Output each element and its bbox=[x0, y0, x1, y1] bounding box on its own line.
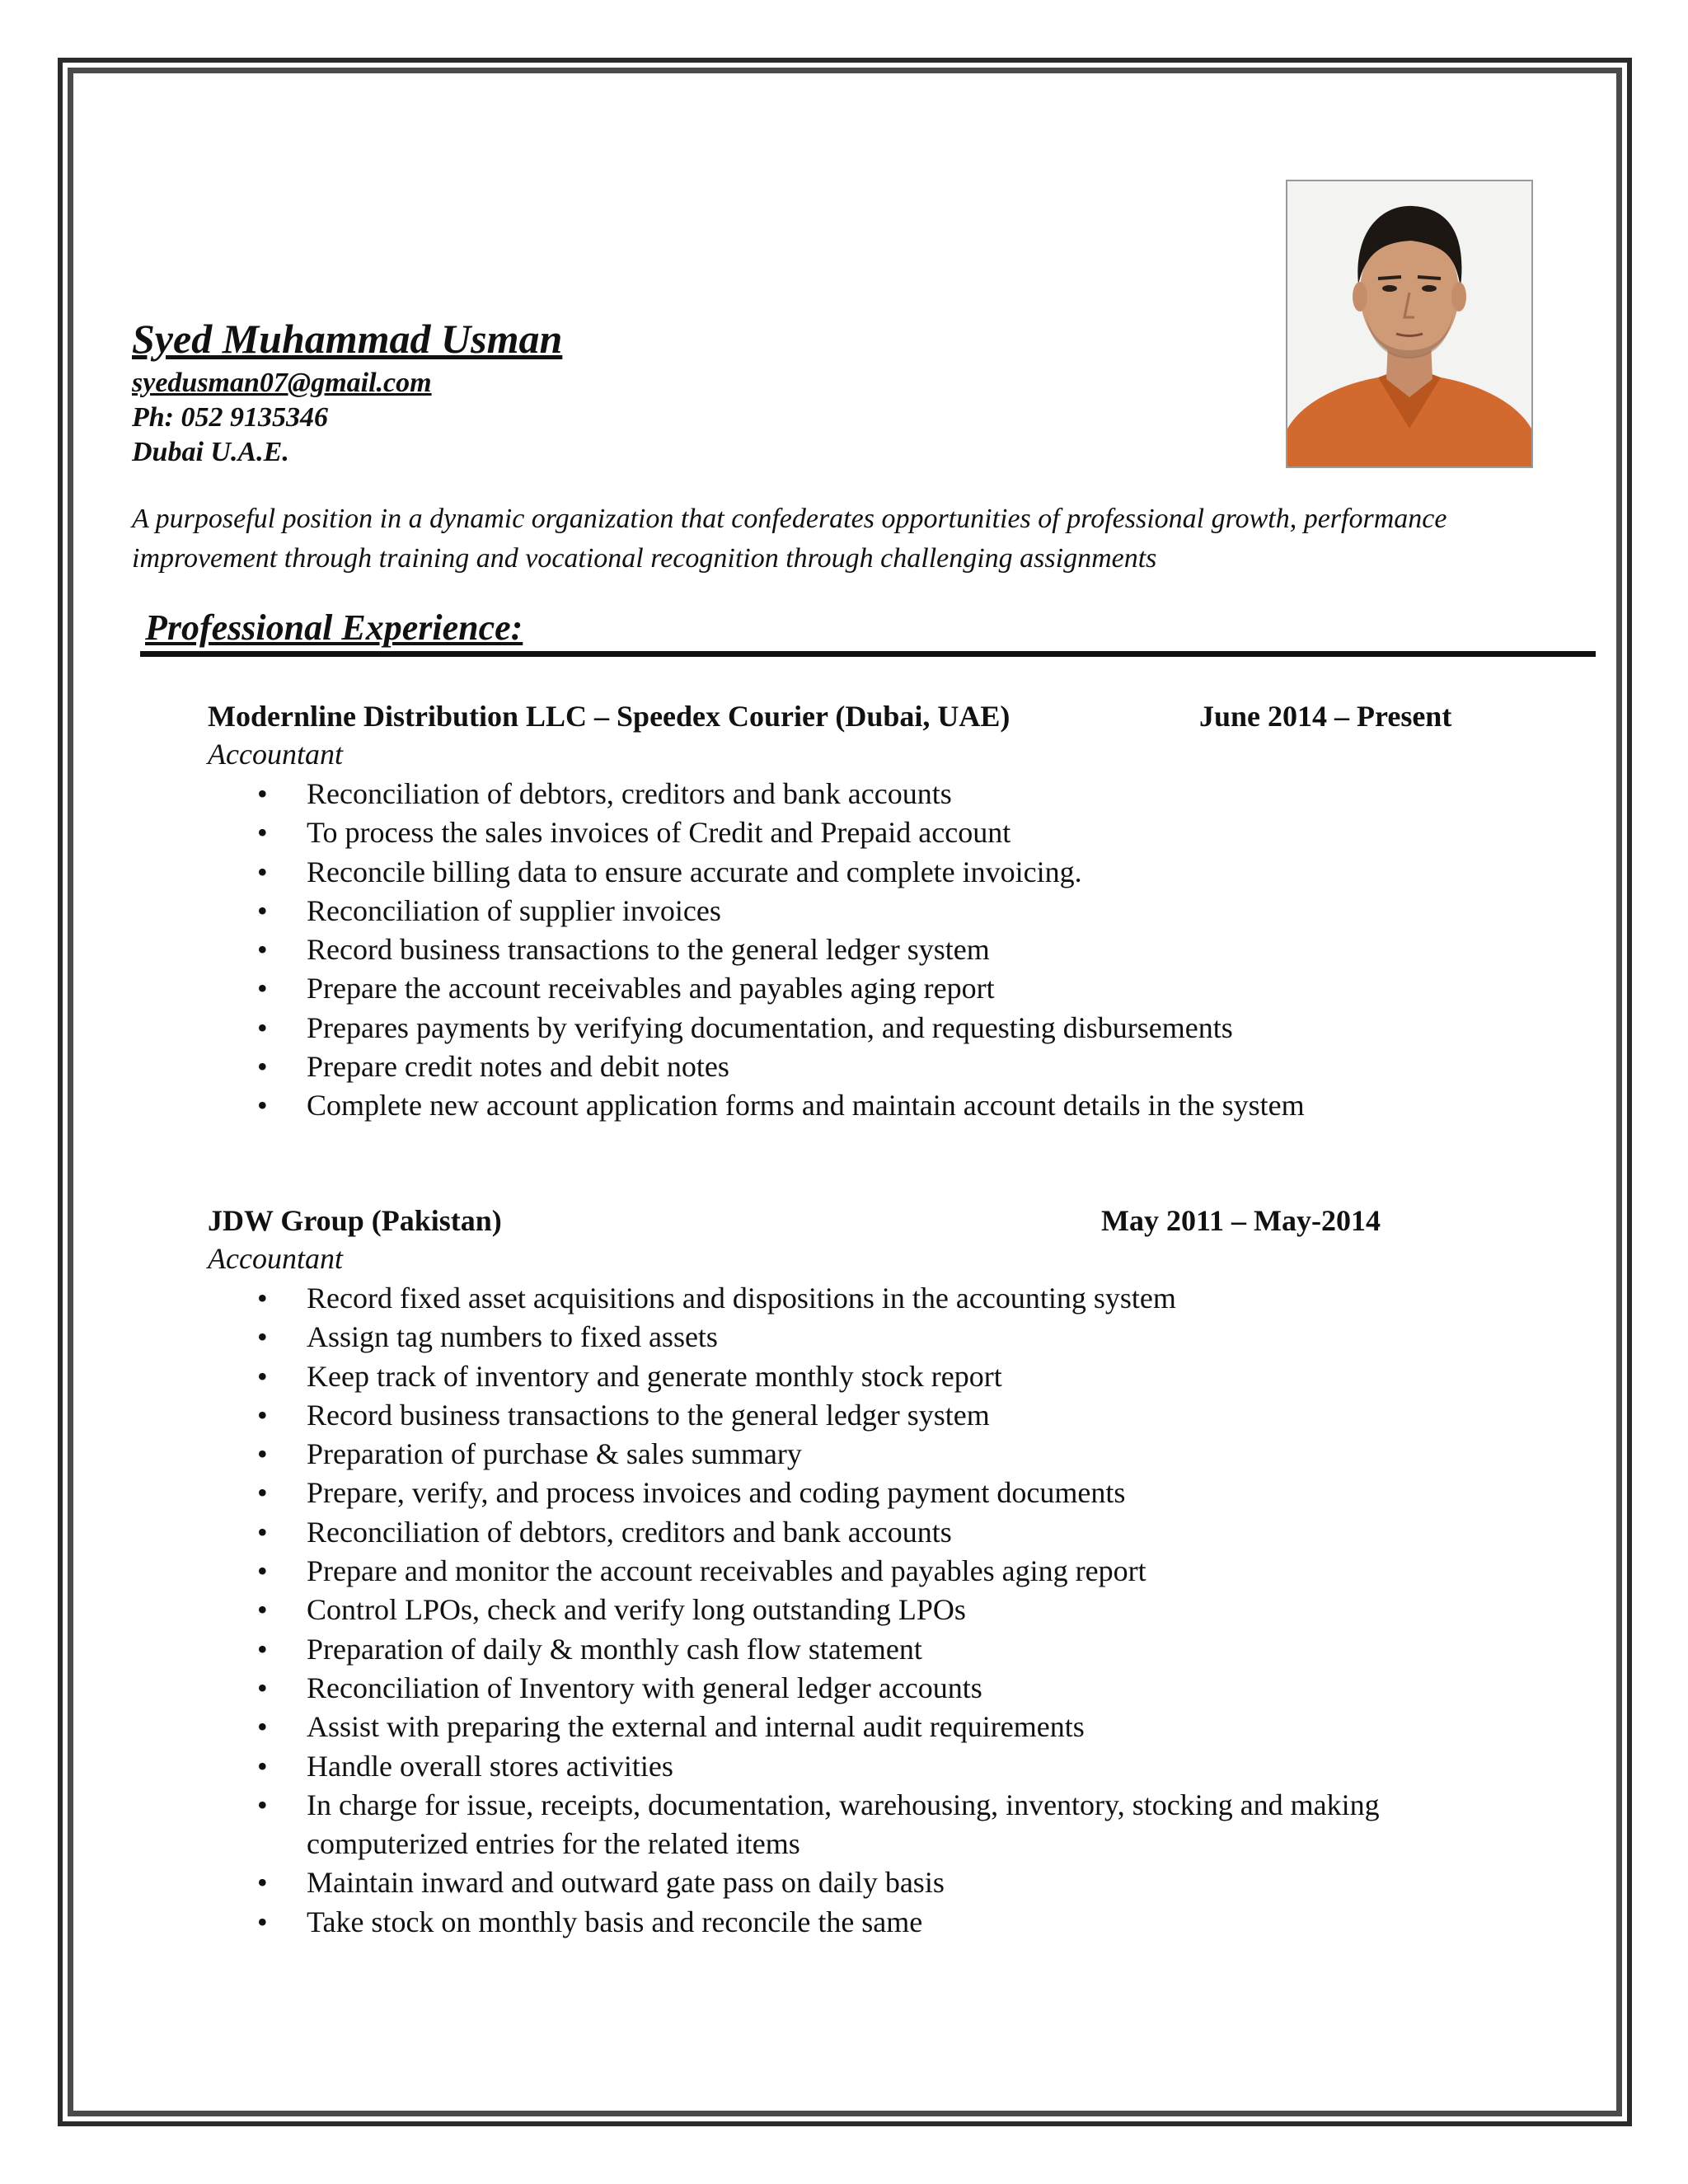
list-item: • To process the sales invoices of Credit and Prepaid account bbox=[257, 813, 1543, 852]
section-heading-experience: Professional Experience: bbox=[145, 607, 523, 648]
job-dates: May 2011 – May-2014 bbox=[1101, 1204, 1381, 1237]
career-objective: A purposeful position in a dynamic organization that confederates opportunities of professional growth, performance improvement through training and vocational recognition through challenging assignments bbox=[132, 504, 1447, 574]
email-link[interactable]: syedusman07@gmail.com bbox=[132, 368, 432, 398]
list-item: • Prepares payments by verifying documentation, and requesting disbursements bbox=[257, 1009, 1543, 1047]
job-dates: June 2014 – Present bbox=[1199, 700, 1452, 733]
list-item: • Prepare credit notes and debit notes bbox=[257, 1047, 1543, 1086]
job-company: JDW Group (Pakistan) bbox=[208, 1204, 502, 1237]
job-role: Accountant bbox=[208, 1242, 343, 1275]
list-item: • Reconciliation of debtors, creditors and bank accounts bbox=[257, 775, 1543, 813]
duty-list bbox=[257, 775, 1543, 1126]
list-item: • Take stock on monthly basis and reconcile the same bbox=[257, 1903, 1543, 1942]
job-role: Accountant bbox=[208, 738, 343, 771]
list-item: • Reconcile billing data to ensure accurate and complete invoicing. bbox=[257, 853, 1543, 892]
list-item: • Prepare, verify, and process invoices and coding payment documents bbox=[257, 1474, 1543, 1512]
list-item: • Prepare and monitor the account receivables and payables aging report bbox=[257, 1552, 1543, 1591]
job-company: Modernline Distribution LLC – Speedex Courier (Dubai, UAE) bbox=[208, 700, 1010, 733]
list-item: • Maintain inward and outward gate pass on daily basis bbox=[257, 1863, 1543, 1902]
list-item: • Reconciliation of supplier invoices bbox=[257, 892, 1543, 930]
list-item: • Handle overall stores activities bbox=[257, 1747, 1543, 1786]
list-item: • Reconciliation of Inventory with general ledger accounts bbox=[257, 1669, 1543, 1708]
list-item: • Keep track of inventory and generate monthly stock report bbox=[257, 1357, 1543, 1396]
list-item: • Preparation of purchase & sales summary bbox=[257, 1435, 1543, 1474]
phone-number: Ph: 052 9135346 bbox=[132, 402, 328, 433]
list-item: • Assign tag numbers to fixed assets bbox=[257, 1318, 1543, 1357]
list-item: • Control LPOs, check and verify long outstanding LPOs bbox=[257, 1591, 1543, 1629]
list-item: • Complete new account application forms and maintain account details in the system bbox=[257, 1086, 1543, 1125]
list-item: • Prepare the account receivables and payables aging report bbox=[257, 969, 1543, 1008]
list-item: • In charge for issue, receipts, documentation, warehousing, inventory, stocking and making computerized entries for the related items bbox=[257, 1786, 1543, 1864]
list-item: • Preparation of daily & monthly cash flow statement bbox=[257, 1630, 1543, 1669]
candidate-name: Syed Muhammad Usman bbox=[132, 316, 563, 362]
section-divider bbox=[140, 651, 1596, 657]
list-item: • Record business transactions to the general ledger system bbox=[257, 1396, 1543, 1435]
profile-photo bbox=[1286, 180, 1533, 468]
list-item: • Record business transactions to the general ledger system bbox=[257, 930, 1543, 969]
list-item: • Record fixed asset acquisitions and dispositions in the accounting system bbox=[257, 1279, 1543, 1318]
location: Dubai U.A.E. bbox=[132, 437, 289, 467]
duty-list bbox=[257, 1279, 1543, 1942]
list-item: • Reconciliation of debtors, creditors and bank accounts bbox=[257, 1513, 1543, 1552]
list-item: • Assist with preparing the external and internal audit requirements bbox=[257, 1708, 1543, 1746]
